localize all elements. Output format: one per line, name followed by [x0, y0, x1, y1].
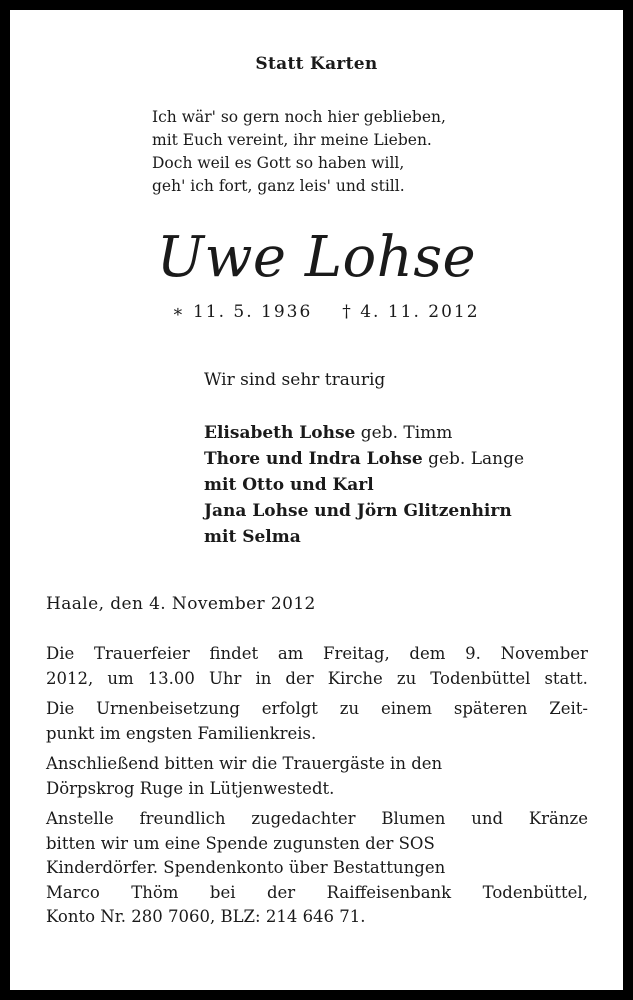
text-line	[46, 697, 588, 722]
family-name: Jana Lohse und Jörn Glitzenhirn	[204, 501, 512, 521]
word: bei	[209, 882, 236, 902]
word: zugedachter	[251, 809, 356, 828]
deceased-name: Uwe Lohse	[156, 225, 477, 290]
poem-line: Doch weil es Gott so haben will,	[152, 154, 405, 172]
word: findet	[209, 644, 259, 663]
text-line: bitten wir um eine Spende zugunsten der SOS	[46, 833, 435, 853]
place-and-date: Haale, den 4. November 2012	[46, 594, 316, 614]
text-line	[46, 807, 588, 832]
family-name: Elisabeth Lohse	[204, 423, 356, 443]
word: am	[277, 644, 304, 663]
family-line	[204, 524, 524, 550]
word: Zeit-	[549, 699, 588, 718]
birth-date: ∗ 11. 5. 1936	[172, 302, 313, 322]
word: dem	[409, 644, 446, 663]
text-line	[46, 642, 588, 667]
word: und	[471, 809, 504, 828]
word: in	[255, 668, 272, 688]
word: 13.00	[147, 668, 195, 688]
poem	[152, 106, 446, 198]
word: Blumen	[381, 809, 446, 828]
text-line: Dörpskrog Ruge in Lütjenwestedt.	[46, 778, 335, 798]
text-line	[46, 881, 588, 906]
family-name: mit Otto und Karl	[204, 475, 374, 495]
word: Todenbüttel,	[482, 882, 588, 902]
family-line	[204, 498, 524, 524]
text-line	[46, 667, 588, 692]
word: zu	[339, 699, 360, 718]
word: 9.	[465, 644, 481, 663]
life-dates	[172, 302, 480, 322]
obituary-notice	[10, 10, 623, 990]
word: Raiffeisenbank	[326, 882, 452, 902]
text-line: punkt im engsten Familienkreis.	[46, 723, 317, 743]
text-line: Kinderdörfer. Spendenkonto über Bestattungen	[46, 858, 446, 877]
funeral-details	[46, 642, 588, 936]
word: der	[285, 668, 314, 688]
family-line	[204, 472, 524, 498]
word: der	[266, 882, 296, 902]
word: Freitag,	[323, 644, 390, 663]
word: späteren	[453, 699, 528, 718]
paragraph-donation	[46, 807, 588, 930]
family-line	[204, 420, 524, 446]
paragraph-reception	[46, 752, 588, 801]
paragraph-service	[46, 642, 588, 691]
word: um	[107, 668, 134, 688]
word: Marco	[46, 882, 100, 902]
family-name: mit Selma	[204, 527, 301, 547]
word: statt.	[544, 668, 588, 688]
word: Trauerfeier	[94, 644, 190, 663]
word: Urnenbeisetzung	[96, 699, 240, 718]
poem-line: geh' ich fort, ganz leis' und still.	[152, 177, 405, 195]
death-date: † 4. 11. 2012	[342, 302, 480, 322]
word: einem	[380, 699, 433, 718]
mourning-statement: Wir sind sehr traurig	[204, 370, 386, 390]
word: Kränze	[528, 809, 588, 828]
text-line: Konto Nr. 280 7060, BLZ: 214 646 71.	[46, 907, 366, 926]
word: freundlich	[139, 809, 226, 828]
family-list	[204, 420, 524, 550]
text-line: Anschließend bitten wir die Trauergäste in den	[46, 754, 443, 773]
paragraph-burial	[46, 697, 588, 746]
word: 2012,	[46, 668, 94, 688]
family-line	[204, 446, 524, 472]
word: Thöm	[131, 882, 179, 902]
word: Uhr	[208, 668, 242, 688]
word: Anstelle	[46, 809, 114, 828]
family-note: geb. Lange	[422, 449, 525, 469]
word: Kirche	[327, 668, 383, 688]
word: erfolgt	[261, 699, 318, 718]
poem-line: mit Euch vereint, ihr meine Lieben.	[152, 131, 432, 149]
family-name: Thore und Indra Lohse	[204, 449, 423, 469]
word: zu	[396, 668, 417, 688]
word: Todenbüttel	[430, 668, 531, 688]
notice-header: Statt Karten	[255, 54, 378, 74]
family-note: geb. Timm	[355, 423, 453, 443]
word: Die	[46, 699, 75, 718]
word: Die	[46, 644, 75, 663]
word: November	[500, 644, 588, 663]
poem-line: Ich wär' so gern noch hier geblieben,	[152, 108, 446, 126]
